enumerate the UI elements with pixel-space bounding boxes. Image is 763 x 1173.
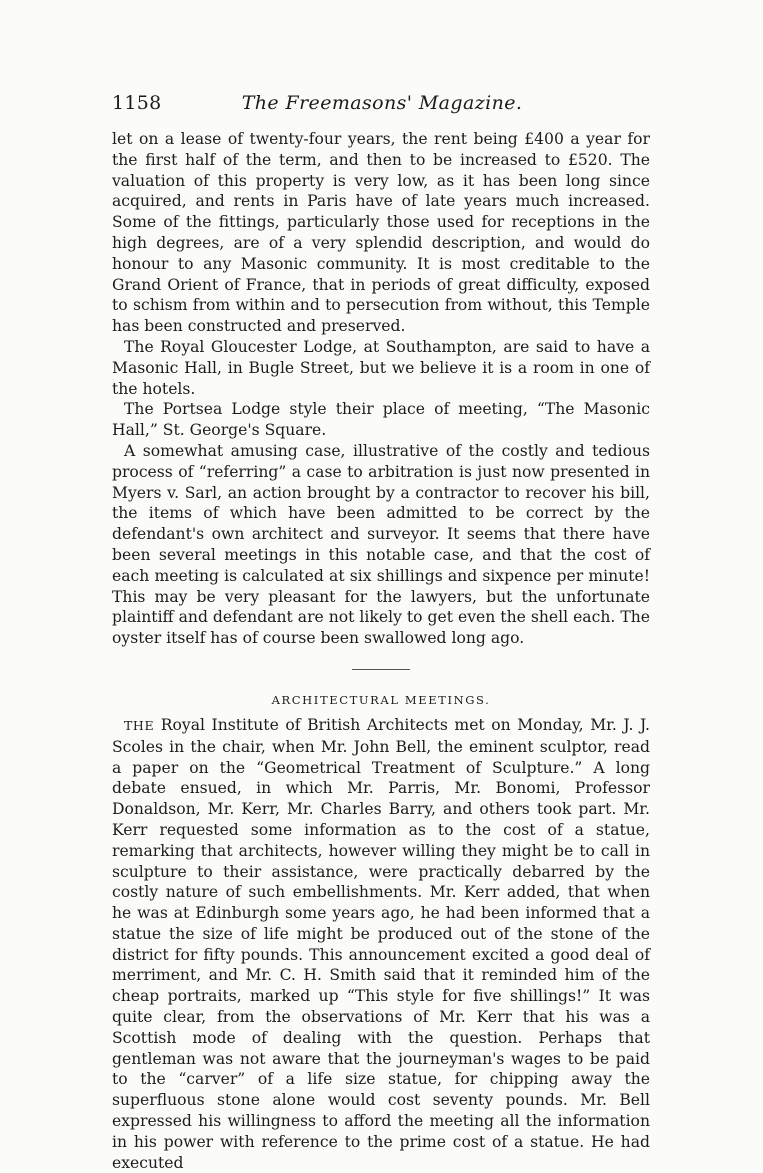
section-divider [352, 669, 410, 670]
paragraph-architectural-meetings [112, 715, 650, 1173]
paragraph-royal-gloucester-lodge: The Royal Gloucester Lodge, at Southampton, are said to have a Masonic Hall, in Bugle Street, but we believe it is a room in one of the hotels. [112, 337, 650, 398]
page-header [112, 92, 652, 116]
article-body [112, 129, 650, 1173]
paragraph-arbitration-case: A somewhat amusing case, illustrative of the costly and tedious process of “referring” a case to arbitration is just now presented in Myers v. Sarl, an action brought by a contractor to recover his bill, the items of which have been admitted to be correct by the defendant's own architect and surveyor. It seems that there have been several meetings in this notable case, and that the cost of each meeting is calculated at six shillings and sixpence per minute! This may be very pleasant for the lawyers, but the unfortunate plaintiff and defendant are not likely to get even the shell each. The oyster itself has of course been swallowed long ago. [112, 441, 650, 648]
small-caps-lead-in: THE [124, 717, 155, 733]
running-title: The Freemasons' Magazine. [241, 92, 523, 114]
paragraph-architectural-meetings-text: Royal Institute of British Architects met on Monday, Mr. J. J. Scoles in the chair, when Mr. John Bell, the eminent sculptor, read a paper on the “Geometrical Treatment of Sculpture.” A long debate ensued, in which Mr. Parris, Mr. Bonomi, Professor Donaldson, Mr. Kerr, Mr. Charles Barry, and others took part. Mr. Kerr requested some information as to the cost of a statue, remarking that architects, however willing they might be to call in sculpture to their assistance, were practically debarred by the costly nature of such embellishments. Mr. Kerr added, that when he was at Edinburgh some years ago, he had been informed that a statue the size of life might be produced out of the stone of the district for fifty pounds. This announcement excited a good deal of merriment, and Mr. C. H. Smith said that it reminded him of the cheap portraits, marked up “This style for five shillings!” It was quite clear, from the observations of Mr. Kerr that his was a Scottish mode of dealing with the question. Perhaps that gentleman was not aware that the journeyman's wages to be paid to the “carver” of a life size statue, for chipping away the superfluous stone alone would cost seventy pounds. Mr. Bell expressed his willingness to afford the meeting all the information in his power with reference to the prime cost of a statue. He had executed [112, 715, 650, 1172]
paragraph-paris-temple: let on a lease of twenty-four years, the rent being £400 a year for the first half of the term, and then to be increased to £520. The valuation of this property is very low, as it has been long since acquired, and rents in Paris have of late years much increased. Some of the fittings, particularly those used for receptions in the high degrees, are of a very splendid description, and would do honour to any Masonic community. It is most creditable to the Grand Orient of France, that in periods of great difficulty, exposed to schism from within and to persecution from without, this Temple has been constructed and preserved. [112, 130, 650, 336]
paragraph-portsea-lodge: The Portsea Lodge style their place of meeting, “The Masonic Hall,” St. George's Square. [112, 400, 650, 440]
section-heading: ARCHITECTURAL MEETINGS. [271, 692, 491, 707]
page-number: 1158 [112, 92, 162, 114]
